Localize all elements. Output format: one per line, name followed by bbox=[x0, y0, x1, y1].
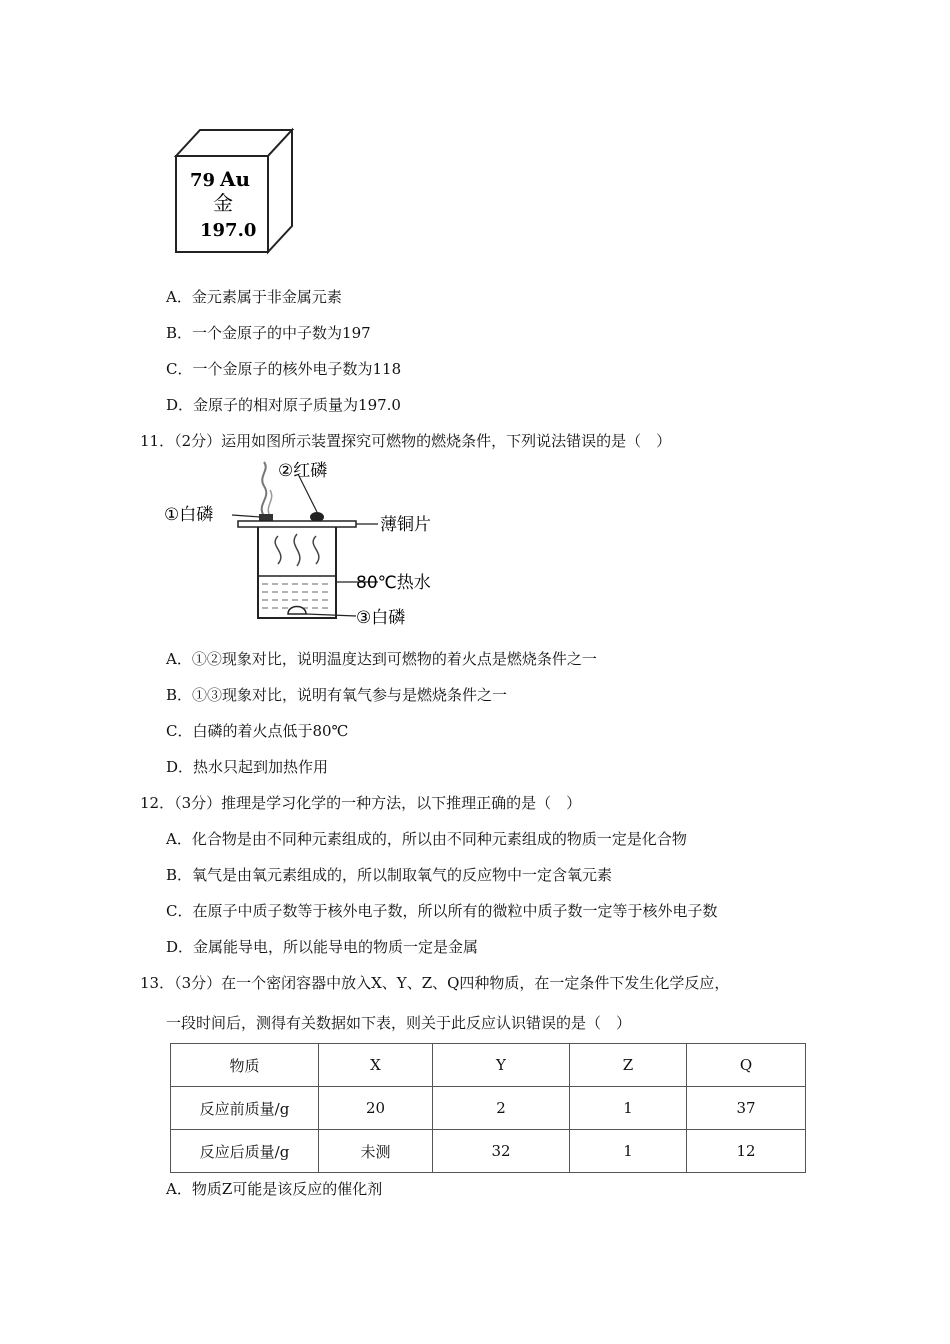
label-white-phosphorus-3: ③白磷 bbox=[356, 608, 406, 628]
q13-data-table bbox=[170, 1043, 806, 1173]
table-cell: 12 bbox=[687, 1130, 806, 1173]
table-cell: 32 bbox=[433, 1130, 570, 1173]
q10-option-b: B．一个金原子的中子数为197 bbox=[166, 324, 371, 342]
q12-option-d: D．金属能导电，所以能导电的物质一定是金属 bbox=[166, 938, 479, 956]
element-name: 金 bbox=[213, 191, 233, 215]
q12-option-a: A．化合物是由不同种元素组成的，所以由不同种元素组成的物质一定是化合物 bbox=[166, 830, 687, 848]
table-header-cell: Z bbox=[570, 1044, 687, 1087]
table-cell: 1 bbox=[570, 1130, 687, 1173]
table-header-cell: Y bbox=[433, 1044, 570, 1087]
table-header-cell: Q bbox=[687, 1044, 806, 1087]
table-cell: 反应前质量/g bbox=[171, 1087, 319, 1130]
table-cell: 1 bbox=[570, 1087, 687, 1130]
table-header-cell: X bbox=[319, 1044, 433, 1087]
element-card-figure bbox=[170, 126, 296, 256]
element-number: 79 bbox=[190, 170, 216, 191]
q12-option-b: B．氧气是由氧元素组成的，所以制取氧气的反应物中一定含氧元素 bbox=[166, 866, 613, 884]
element-mass: 197.0 bbox=[200, 220, 257, 241]
q13-stem-line2: 一段时间后，测得有关数据如下表，则关于此反应认识错误的是（ ） bbox=[166, 1014, 632, 1032]
element-symbol: Au bbox=[220, 167, 251, 191]
table-cell: 2 bbox=[433, 1087, 570, 1130]
table-row bbox=[171, 1130, 806, 1173]
table-row bbox=[171, 1087, 806, 1130]
q11-stem: 11．（2分）运用如图所示装置探究可燃物的燃烧条件，下列说法错误的是（ ） bbox=[140, 432, 672, 450]
table-cell: 20 bbox=[319, 1087, 433, 1130]
q11-option-b: B．①③现象对比，说明有氧气参与是燃烧条件之一 bbox=[166, 686, 508, 704]
q12-stem: 12．（3分）推理是学习化学的一种方法，以下推理正确的是（ ） bbox=[140, 794, 582, 812]
combustion-apparatus-figure bbox=[160, 458, 450, 630]
q10-option-d: D．金原子的相对原子质量为197.0 bbox=[166, 396, 401, 414]
label-white-phosphorus-1: ①白磷 bbox=[164, 505, 214, 525]
q11-option-c: C．白磷的着火点低于80℃ bbox=[166, 722, 349, 740]
table-cell: 反应后质量/g bbox=[171, 1130, 319, 1173]
label-copper-plate: 薄铜片 bbox=[380, 515, 431, 535]
label-hot-water: 80℃热水 bbox=[356, 573, 431, 593]
table-cell: 未测 bbox=[319, 1130, 433, 1173]
q11-option-d: D．热水只起到加热作用 bbox=[166, 758, 329, 776]
table-cell: 37 bbox=[687, 1087, 806, 1130]
q11-option-a: A．①②现象对比，说明温度达到可燃物的着火点是燃烧条件之一 bbox=[166, 650, 597, 668]
label-red-phosphorus: ②红磷 bbox=[278, 461, 328, 481]
table-header-cell: 物质 bbox=[171, 1044, 319, 1087]
table-header-row bbox=[171, 1044, 806, 1087]
q13-stem-line1: 13．（3分）在一个密闭容器中放入X、Y、Z、Q四种物质，在一定条件下发生化学反应， bbox=[140, 974, 730, 992]
q12-option-c: C．在原子中质子数等于核外电子数，所以所有的微粒中质子数一定等于核外电子数 bbox=[166, 902, 718, 920]
q10-option-a: A．金元素属于非金属元素 bbox=[166, 288, 342, 306]
q10-option-c: C．一个金原子的核外电子数为118 bbox=[166, 360, 402, 378]
q13-option-a: A．物质Z可能是该反应的催化剂 bbox=[166, 1180, 383, 1198]
